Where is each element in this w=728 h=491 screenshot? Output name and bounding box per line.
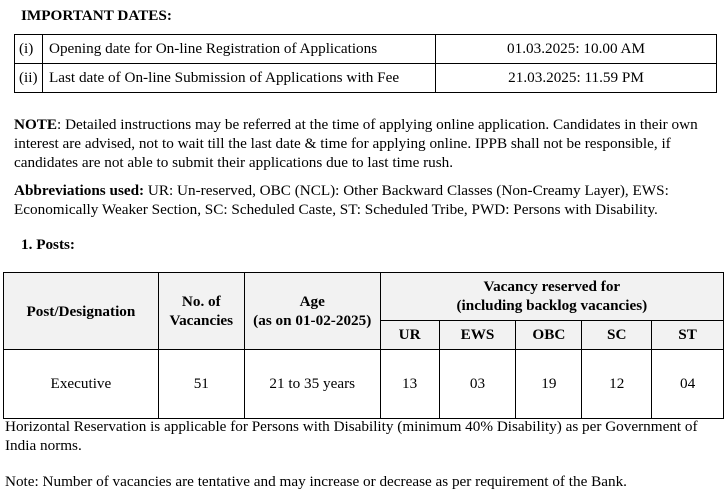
date-row-number: (i) bbox=[15, 35, 43, 64]
date-row-value: 21.03.2025: 11.59 PM bbox=[436, 64, 717, 93]
header-category-st: ST bbox=[652, 320, 724, 349]
cell-post: Executive bbox=[4, 350, 159, 419]
header-age-line1: Age bbox=[299, 293, 325, 310]
cell-ur: 13 bbox=[380, 350, 439, 419]
important-dates-heading: IMPORTANT DATES: bbox=[21, 7, 172, 24]
note-label: NOTE bbox=[14, 116, 58, 133]
header-category-ur: UR bbox=[380, 320, 439, 349]
final-note-text: Note: Number of vacancies are tentative and may increase or decrease as per requirement of the Bank. bbox=[5, 473, 627, 490]
cell-st: 04 bbox=[652, 350, 724, 419]
header-vacancy-reserved bbox=[380, 273, 723, 321]
header-reserved-line1: Vacancy reserved for bbox=[483, 278, 621, 296]
header-age-line2: (as on 01-02-2025) bbox=[253, 312, 372, 329]
important-dates-table bbox=[14, 34, 717, 93]
header-age bbox=[244, 273, 380, 350]
date-row-number: (ii) bbox=[15, 64, 43, 93]
table-row bbox=[15, 64, 717, 93]
cell-age: 21 to 35 years bbox=[244, 350, 380, 419]
header-category-sc: SC bbox=[582, 320, 652, 349]
header-vacancies-line1: No. of bbox=[181, 293, 221, 310]
cell-sc: 12 bbox=[582, 350, 652, 419]
abbreviations-label: Abbreviations used: bbox=[14, 182, 145, 199]
date-row-label: Opening date for On-line Registration of Applications bbox=[43, 35, 436, 64]
header-vacancies-line2: Vacancies bbox=[169, 312, 234, 329]
abbreviations-text: UR: Un-reserved, OBC (NCL): Other Backward Classes (Non-Creamy Layer), EWS: Economically Weaker Section, SC: Scheduled Caste, ST: Scheduled Tribe, PWD: Persons with Disability. bbox=[14, 182, 669, 218]
date-row-value: 01.03.2025: 10.00 AM bbox=[436, 35, 717, 64]
header-category-ews: EWS bbox=[439, 320, 516, 349]
note-text: : Detailed instructions may be referred at the time of applying online application. Candidates in their own interest are advised, not to wait till the last date & time for applying online. IPPB shall not be responsible, if candidates are not able to submit their applications due to last time rush. bbox=[14, 116, 698, 171]
cell-vacancies: 51 bbox=[158, 350, 244, 419]
horizontal-reservation-text: Horizontal Reservation is applicable for Persons with Disability (minimum 40% Disability) as per Government of India norms. bbox=[5, 418, 698, 454]
header-reserved-line2: (including backlog vacancies) bbox=[456, 297, 648, 315]
table-row bbox=[4, 350, 724, 419]
table-row bbox=[15, 35, 717, 64]
note-paragraph bbox=[14, 115, 716, 172]
header-category-obc: OBC bbox=[516, 320, 582, 349]
cell-obc: 19 bbox=[516, 350, 582, 419]
cell-ews: 03 bbox=[439, 350, 516, 419]
posts-table bbox=[3, 272, 724, 419]
abbreviations-paragraph bbox=[14, 181, 716, 219]
header-vacancies bbox=[158, 273, 244, 350]
header-post-designation: Post/Designation bbox=[4, 273, 159, 350]
posts-heading: 1. Posts: bbox=[21, 236, 75, 253]
date-row-label: Last date of On-line Submission of Applications with Fee bbox=[43, 64, 436, 93]
